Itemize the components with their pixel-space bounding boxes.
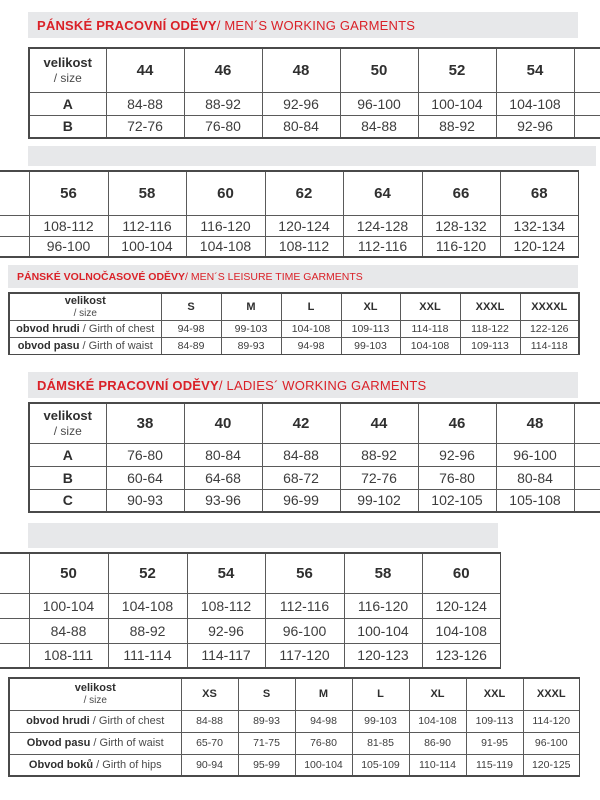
size-range-cell: 100-104 xyxy=(29,593,108,618)
size-table-row xyxy=(29,489,600,512)
size-range-cell: 108-111 xyxy=(29,643,108,668)
size-range-cell: 99-102 xyxy=(340,489,418,512)
size-range-cell: 96-100 xyxy=(496,443,574,466)
size-column-header: XL xyxy=(409,678,466,710)
size-column-header: XXXXL xyxy=(520,293,579,321)
size-range-cell: 80-84 xyxy=(262,115,340,138)
size-range-cell: 96-100 xyxy=(29,236,108,257)
size-column-header: 50 xyxy=(29,553,108,593)
size-column-header: 42 xyxy=(262,403,340,443)
row-label-cell: A xyxy=(29,443,106,466)
size-range-cell: 88-92 xyxy=(418,115,496,138)
clipped-column-cell xyxy=(574,489,600,512)
table-men-working-sizes-44-54 xyxy=(28,47,600,139)
corner-label-czech: velikost xyxy=(64,295,106,307)
size-column-header: M xyxy=(295,678,352,710)
size-column-header: L xyxy=(352,678,409,710)
clipped-column-cell xyxy=(574,466,600,489)
size-range-cell: 116-120 xyxy=(422,236,500,257)
size-table-row xyxy=(0,236,579,257)
size-range-cell: 120-124 xyxy=(265,215,343,236)
size-range-cell: 88-92 xyxy=(340,443,418,466)
size-range-cell: 115-119 xyxy=(466,754,523,776)
size-table-row xyxy=(9,338,579,355)
size-range-cell: 96-100 xyxy=(340,92,418,115)
clipped-column-cell xyxy=(0,171,29,215)
section-title-english: / LADIES´ WORKING GARMENTS xyxy=(218,377,427,393)
size-column-header: XXXL xyxy=(523,678,580,710)
size-range-cell: 114-117 xyxy=(187,643,265,668)
clipped-column-cell xyxy=(574,403,600,443)
size-range-cell: 100-104 xyxy=(295,754,352,776)
size-range-cell: 122-126 xyxy=(520,321,579,338)
size-range-cell: 114-120 xyxy=(523,710,580,732)
size-column-header: 38 xyxy=(106,403,184,443)
size-range-cell: 120-124 xyxy=(422,593,501,618)
size-column-header: 44 xyxy=(106,48,184,92)
section-title-czech: PÁNSKÉ VOLNOČASOVÉ ODĚVY xyxy=(17,270,186,283)
row-label-cell: B xyxy=(29,115,106,138)
row-label-cell: Obvod pasu / Girth of waist xyxy=(9,732,181,754)
row-label-cell: C xyxy=(29,489,106,512)
size-range-cell: 120-123 xyxy=(344,643,422,668)
size-range-cell: 104-108 xyxy=(422,618,501,643)
size-range-cell: 120-125 xyxy=(523,754,580,776)
size-range-cell: 99-103 xyxy=(221,321,281,338)
section-title-czech: PÁNSKÉ PRACOVNÍ ODĚVY xyxy=(37,17,217,33)
size-range-cell: 100-104 xyxy=(344,618,422,643)
size-column-header: XS xyxy=(181,678,238,710)
size-range-cell: 104-108 xyxy=(186,236,265,257)
size-range-cell: 128-132 xyxy=(422,215,500,236)
row-label-cell: B xyxy=(29,466,106,489)
size-range-cell: 132-134 xyxy=(500,215,579,236)
size-range-cell: 96-99 xyxy=(262,489,340,512)
size-range-cell: 104-108 xyxy=(496,92,574,115)
corner-label-czech: velikost xyxy=(43,54,92,70)
size-table-row xyxy=(0,215,579,236)
size-range-cell: 72-76 xyxy=(340,466,418,489)
size-column-header: L xyxy=(281,293,341,321)
clipped-column-cell xyxy=(574,48,600,92)
size-range-cell: 89-93 xyxy=(238,710,295,732)
size-range-cell: 84-88 xyxy=(340,115,418,138)
size-range-cell: 92-96 xyxy=(262,92,340,115)
size-column-header: M xyxy=(221,293,281,321)
clipped-column-cell xyxy=(574,115,600,138)
size-table-row xyxy=(29,466,600,489)
corner-label-english: / size xyxy=(73,308,97,320)
size-range-cell: 112-116 xyxy=(265,593,344,618)
size-range-cell: 90-93 xyxy=(106,489,184,512)
size-column-header: 54 xyxy=(187,553,265,593)
size-range-cell: 76-80 xyxy=(106,443,184,466)
size-column-header: XL xyxy=(341,293,400,321)
clipped-column-cell xyxy=(0,236,29,257)
size-range-cell: 60-64 xyxy=(106,466,184,489)
section-header-men-leisure xyxy=(8,265,578,288)
size-column-header: XXL xyxy=(466,678,523,710)
clipped-column-cell xyxy=(0,593,29,618)
size-range-cell: 108-112 xyxy=(265,236,343,257)
size-range-cell: 99-103 xyxy=(341,338,400,355)
size-range-cell: 109-113 xyxy=(460,338,520,355)
size-range-cell: 112-116 xyxy=(343,236,422,257)
size-table-row xyxy=(9,754,580,776)
section-header-continuation-bar xyxy=(28,523,498,548)
size-column-header: 66 xyxy=(422,171,500,215)
size-table-row xyxy=(9,321,579,338)
size-range-cell: 104-108 xyxy=(281,321,341,338)
section-header-ladies-working xyxy=(28,372,578,398)
size-column-header: XXL xyxy=(400,293,460,321)
size-column-header: 52 xyxy=(418,48,496,92)
size-table-row xyxy=(0,618,501,643)
clipped-column-cell xyxy=(0,643,29,668)
size-range-cell: 102-105 xyxy=(418,489,496,512)
size-column-header: 58 xyxy=(108,171,186,215)
size-range-cell: 86-90 xyxy=(409,732,466,754)
size-range-cell: 100-104 xyxy=(108,236,186,257)
size-range-cell: 94-98 xyxy=(161,321,221,338)
corner-label-czech: velikost xyxy=(74,682,116,695)
size-range-cell: 111-114 xyxy=(108,643,187,668)
size-column-header: 52 xyxy=(108,553,187,593)
size-range-cell: 71-75 xyxy=(238,732,295,754)
size-range-cell: 100-104 xyxy=(418,92,496,115)
size-range-cell: 72-76 xyxy=(106,115,184,138)
size-range-cell: 84-88 xyxy=(106,92,184,115)
size-column-header: 56 xyxy=(265,553,344,593)
size-column-header: 68 xyxy=(500,171,579,215)
size-column-header: 44 xyxy=(340,403,418,443)
size-range-cell: 92-96 xyxy=(418,443,496,466)
size-range-cell: 108-112 xyxy=(29,215,108,236)
size-label-corner-cell xyxy=(9,678,181,710)
size-range-cell: 124-128 xyxy=(343,215,422,236)
size-table-row xyxy=(0,593,501,618)
size-table-row xyxy=(0,643,501,668)
size-table-row xyxy=(9,710,580,732)
corner-label-english: / size xyxy=(83,695,107,707)
size-range-cell: 96-100 xyxy=(523,732,580,754)
size-range-cell: 90-94 xyxy=(181,754,238,776)
size-range-cell: 117-120 xyxy=(265,643,344,668)
size-label-corner-cell xyxy=(29,48,106,92)
section-title-english: / MEN´S WORKING GARMENTS xyxy=(216,17,416,33)
size-range-cell: 65-70 xyxy=(181,732,238,754)
table-men-working-sizes-56-68 xyxy=(0,170,579,260)
size-range-cell: 96-100 xyxy=(265,618,344,643)
size-range-cell: 94-98 xyxy=(295,710,352,732)
section-title-english: / MEN´S LEISURE TIME GARMENTS xyxy=(185,270,363,283)
table-men-leisure-sizes xyxy=(8,292,580,355)
size-column-header: 48 xyxy=(496,403,574,443)
size-column-header: 64 xyxy=(343,171,422,215)
size-column-header: 56 xyxy=(29,171,108,215)
size-column-header: 46 xyxy=(418,403,496,443)
size-range-cell: 84-88 xyxy=(181,710,238,732)
size-column-header: 48 xyxy=(262,48,340,92)
section-title-czech: DÁMSKÉ PRACOVNÍ ODĚVY xyxy=(37,377,219,393)
size-range-cell: 114-118 xyxy=(520,338,579,355)
size-range-cell: 91-95 xyxy=(466,732,523,754)
size-table-row xyxy=(9,732,580,754)
table-ladies-working-sizes-50-60 xyxy=(0,552,501,669)
table-ladies-working-sizes-38-48 xyxy=(28,402,600,514)
size-column-header: 46 xyxy=(184,48,262,92)
size-range-cell: 76-80 xyxy=(418,466,496,489)
size-range-cell: 80-84 xyxy=(496,466,574,489)
size-column-header: 54 xyxy=(496,48,574,92)
clipped-column-cell xyxy=(0,618,29,643)
size-range-cell: 109-113 xyxy=(341,321,400,338)
size-range-cell: 99-103 xyxy=(352,710,409,732)
size-column-header: 58 xyxy=(344,553,422,593)
size-range-cell: 105-109 xyxy=(352,754,409,776)
size-column-header: 60 xyxy=(186,171,265,215)
size-range-cell: 120-124 xyxy=(500,236,579,257)
size-range-cell: 84-89 xyxy=(161,338,221,355)
size-range-cell: 68-72 xyxy=(262,466,340,489)
corner-label-english: / size xyxy=(53,71,82,86)
size-range-cell: 64-68 xyxy=(184,466,262,489)
size-range-cell: 76-80 xyxy=(184,115,262,138)
size-column-header: XXXL xyxy=(460,293,520,321)
size-range-cell: 116-120 xyxy=(186,215,265,236)
clipped-column-cell xyxy=(574,92,600,115)
size-range-cell: 95-99 xyxy=(238,754,295,776)
clipped-column-cell xyxy=(574,443,600,466)
size-table-row xyxy=(29,115,600,138)
size-range-cell: 118-122 xyxy=(460,321,520,338)
size-table-row xyxy=(29,92,600,115)
size-column-header: 60 xyxy=(422,553,501,593)
size-range-cell: 109-113 xyxy=(466,710,523,732)
size-range-cell: 92-96 xyxy=(187,618,265,643)
size-range-cell: 123-126 xyxy=(422,643,501,668)
row-label-cell: A xyxy=(29,92,106,115)
size-range-cell: 89-93 xyxy=(221,338,281,355)
table-ladies-measurements xyxy=(8,677,580,777)
size-column-header: 40 xyxy=(184,403,262,443)
size-table-row xyxy=(29,443,600,466)
size-range-cell: 104-108 xyxy=(108,593,187,618)
corner-label-english: / size xyxy=(53,424,82,439)
section-header-continuation-bar xyxy=(28,146,596,166)
size-range-cell: 108-112 xyxy=(187,593,265,618)
size-column-header: 50 xyxy=(340,48,418,92)
size-range-cell: 92-96 xyxy=(496,115,574,138)
row-label-cell: Obvod boků / Girth of hips xyxy=(9,754,181,776)
clipped-column-cell xyxy=(0,553,29,593)
size-range-cell: 93-96 xyxy=(184,489,262,512)
row-label-cell: obvod pasu / Girth of waist xyxy=(9,338,161,355)
clipped-column-cell xyxy=(0,215,29,236)
row-label-cell: obvod hrudi / Girth of chest xyxy=(9,710,181,732)
size-range-cell: 104-108 xyxy=(400,338,460,355)
size-range-cell: 80-84 xyxy=(184,443,262,466)
size-column-header: S xyxy=(161,293,221,321)
size-range-cell: 94-98 xyxy=(281,338,341,355)
size-range-cell: 84-88 xyxy=(29,618,108,643)
size-range-cell: 110-114 xyxy=(409,754,466,776)
size-range-cell: 88-92 xyxy=(184,92,262,115)
size-range-cell: 104-108 xyxy=(409,710,466,732)
size-range-cell: 81-85 xyxy=(352,732,409,754)
size-range-cell: 88-92 xyxy=(108,618,187,643)
size-range-cell: 84-88 xyxy=(262,443,340,466)
size-range-cell: 116-120 xyxy=(344,593,422,618)
size-range-cell: 105-108 xyxy=(496,489,574,512)
size-label-corner-cell xyxy=(9,293,161,321)
section-header-men-working xyxy=(28,12,578,38)
size-label-corner-cell xyxy=(29,403,106,443)
size-column-header: 62 xyxy=(265,171,343,215)
corner-label-czech: velikost xyxy=(43,407,92,423)
size-column-header: S xyxy=(238,678,295,710)
size-range-cell: 114-118 xyxy=(400,321,460,338)
row-label-cell: obvod hrudi / Girth of chest xyxy=(9,321,161,338)
size-range-cell: 112-116 xyxy=(108,215,186,236)
size-range-cell: 76-80 xyxy=(295,732,352,754)
